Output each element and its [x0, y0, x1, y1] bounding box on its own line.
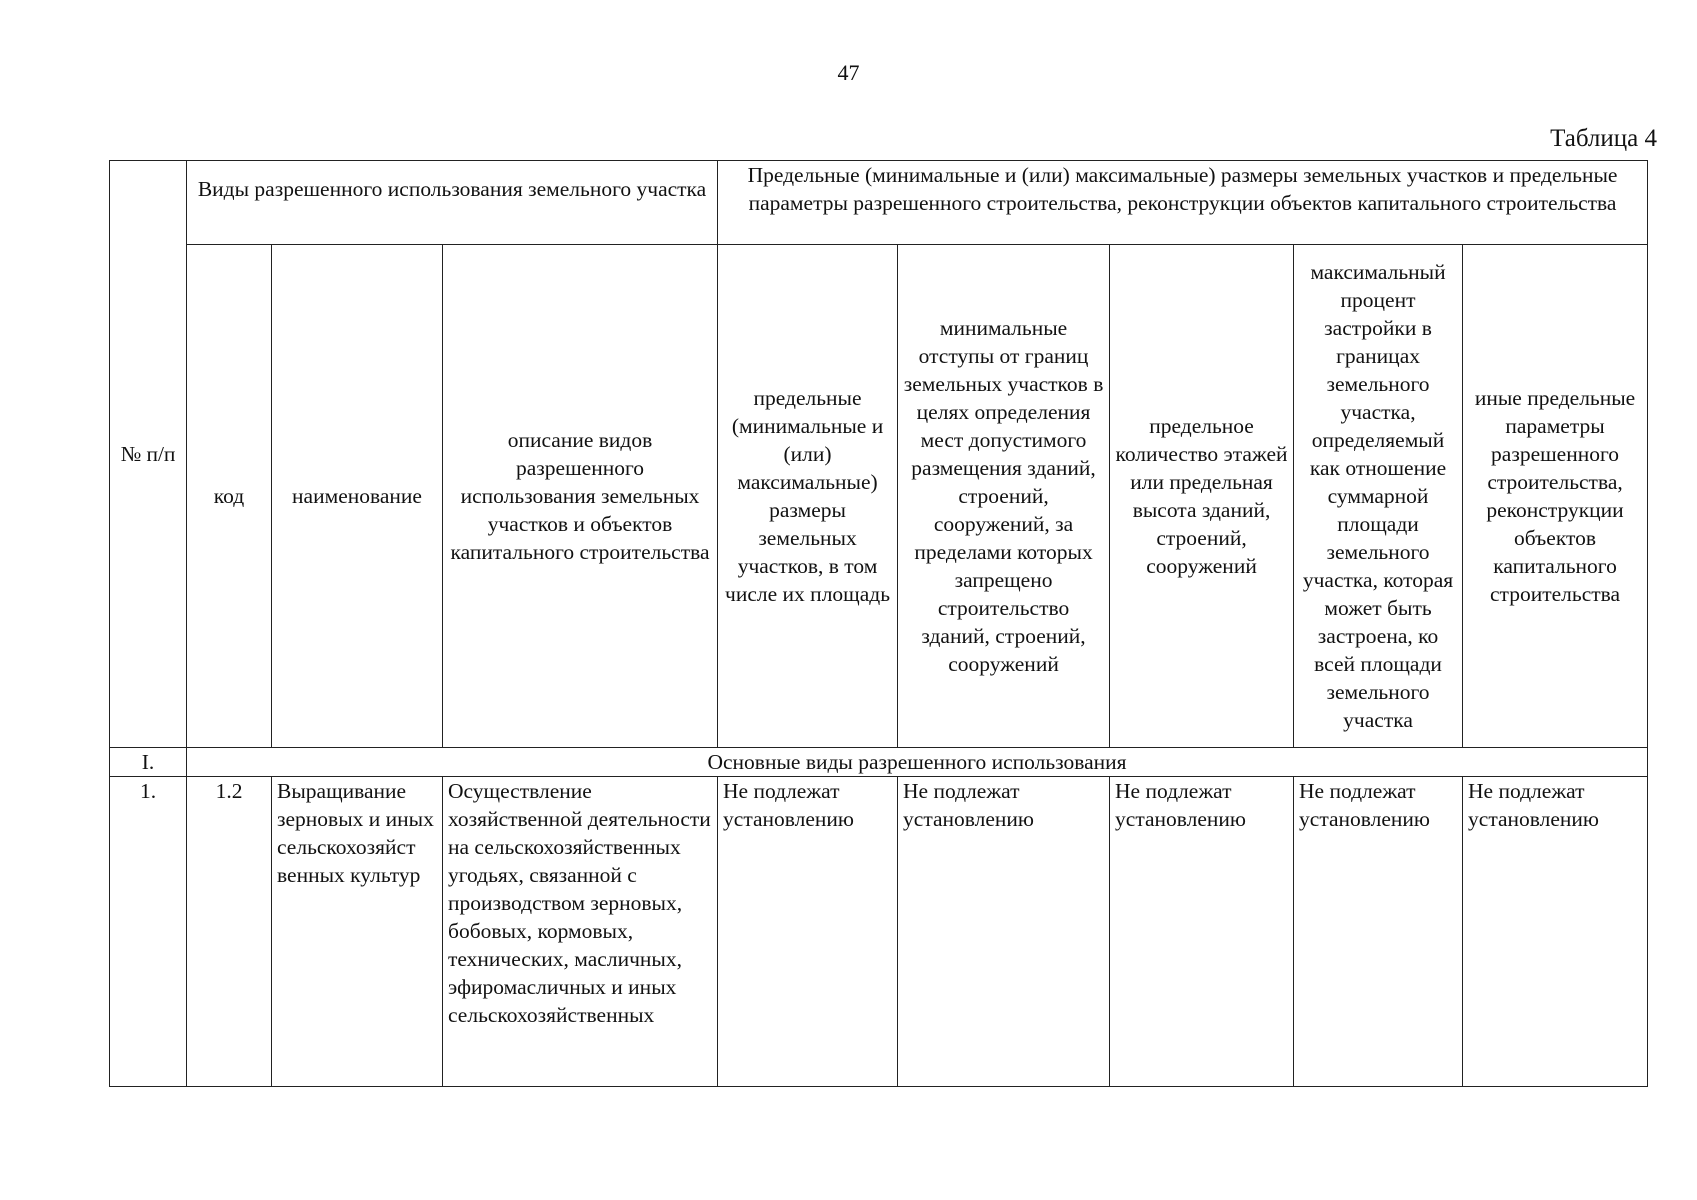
section-row — [110, 748, 1648, 777]
header-row-sub — [110, 245, 1648, 748]
header-group-params: Предельные (минимальные и (или) максимальные) размеры земельных участков и предельные параметры разрешенного строительства, реконструкции объектов капитального строительства — [718, 161, 1648, 245]
header-other: иные предельные параметры разрешенного строительства, реконструкции объектов капитального строительства — [1463, 245, 1648, 748]
header-code: код — [187, 245, 272, 748]
row-coverage: Не подлежат установлению — [1294, 777, 1463, 1087]
section-num: I. — [110, 748, 187, 777]
header-description: описание видов разрешенного использования земельных участков и объектов капитального строительства — [443, 245, 718, 748]
row-code: 1.2 — [187, 777, 272, 1087]
section-title: Основные виды разрешенного использования — [187, 748, 1648, 777]
row-description: Осуществление хозяйственной деятельности на сельскохозяйственных угодьях, связанной с производством зерновых, бобовых, кормовых, технических, масличных, эфиромасличных и иных сельскохозяйственных — [443, 777, 718, 1087]
header-row-top — [110, 161, 1648, 245]
header-name: наименование — [272, 245, 443, 748]
table-row — [110, 777, 1648, 1087]
regulations-table — [109, 160, 1648, 1087]
header-num: № п/п — [110, 161, 187, 748]
row-sizes: Не подлежат установлению — [718, 777, 898, 1087]
header-sizes: предельные (минимальные и (или) максимальные) размеры земельных участков, в том числе их площадь — [718, 245, 898, 748]
table-label: Таблица 4 — [1550, 125, 1657, 152]
header-setbacks: минимальные отступы от границ земельных участков в целях определения мест допустимого размещения зданий, строений, сооружений, за пределами которых запрещено строительство зданий, строений, сооружений — [898, 245, 1110, 748]
row-floors: Не подлежат установлению — [1110, 777, 1294, 1087]
row-other: Не подлежат установлению — [1463, 777, 1648, 1087]
row-num: 1. — [110, 777, 187, 1087]
row-setbacks: Не подлежат установлению — [898, 777, 1110, 1087]
header-group-use: Виды разрешенного использования земельного участка — [187, 161, 718, 245]
header-coverage: максимальный процент застройки в границах земельного участка, определяемый как отношение суммарной площади земельного участка, которая может быть застроена, ко всей площади земельного участка — [1294, 245, 1463, 748]
page-number: 47 — [837, 60, 860, 85]
row-name: Выращивание зерновых и иных сельскохозяйст венных культур — [272, 777, 443, 1087]
header-floors: предельное количество этажей или предельная высота зданий, строений, сооружений — [1110, 245, 1294, 748]
